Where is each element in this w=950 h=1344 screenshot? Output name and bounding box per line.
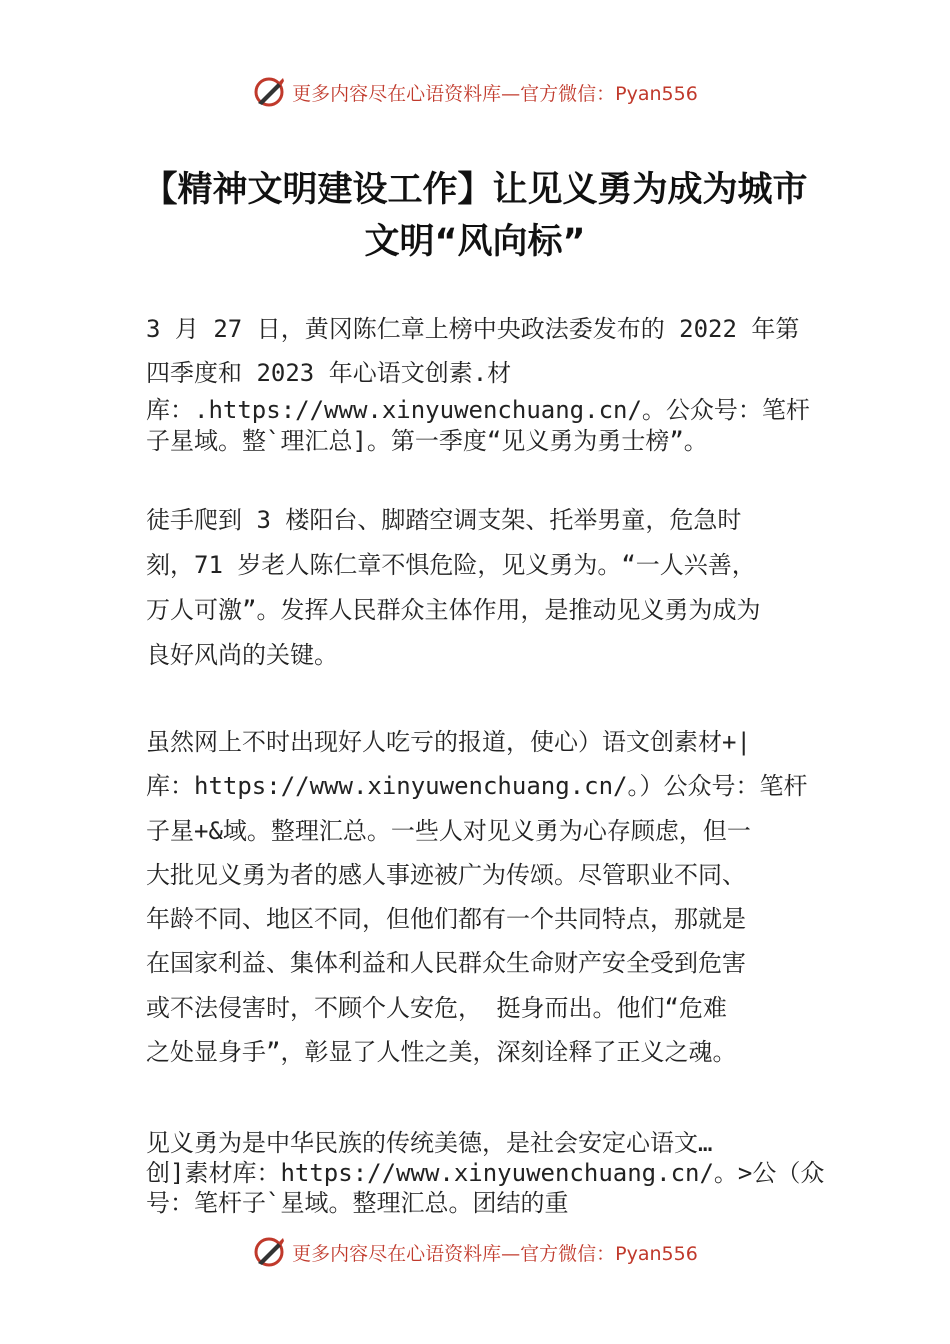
footer-banner [0, 1232, 950, 1272]
paragraph-line: 创]素材库：https://www.xinyuwenchuang.cn/。>公（众 [146, 1159, 825, 1187]
paragraph-3 [146, 720, 826, 1074]
paragraph-line: 3 月 27 日，黄冈陈仁章上榜中央政法委发布的 2022 年第 [146, 315, 800, 343]
paragraph-line: 年龄不同、地区不同，但他们都有一个共同特点，那就是 [146, 905, 746, 934]
header-banner [0, 72, 950, 112]
banner-slogan: 更多内容尽在心语资料库—官方微信： [292, 1242, 616, 1265]
title-line-2: 文明“风向标” [364, 222, 586, 262]
paragraph-4 [146, 1128, 826, 1218]
document-title [60, 164, 890, 268]
paragraph-line: 之处显身手”，彰显了人性之美，深刻诠释了正义之魂。 [146, 1038, 737, 1067]
paragraph-line: 子星+&域。整理汇总。一些人对见义勇为心存顾虑，但一 [146, 816, 751, 845]
paragraph-1 [146, 307, 826, 457]
banner-wechat-id: Pyan556 [615, 1242, 698, 1265]
paragraph-line: 良好风尚的关键。 [146, 641, 338, 669]
quill-pen-logo-icon [252, 1235, 286, 1269]
paragraph-line: 库：https://www.xinyuwenchuang.cn/。）公众号：笔杆 [146, 772, 808, 801]
paragraph-line: 见义勇为是中华民族的传统美德，是社会安定心语文… [146, 1129, 713, 1157]
banner-text [292, 79, 698, 106]
paragraph-line: 大批见义勇为者的感人事迹被广为传颂。尽管职业不同、 [146, 860, 746, 889]
title-line-1: 【精神文明建设工作】让见义勇为成为城市 [142, 170, 808, 210]
paragraph-line: 在国家利益、集体利益和人民群众生命财产安全受到危害 [146, 949, 746, 978]
banner-text [292, 1239, 698, 1266]
banner-wechat-id: Pyan556 [615, 82, 698, 105]
paragraph-line: 四季度和 2023 年心语文创素.材 [146, 359, 512, 387]
paragraph-line: 徒手爬到 3 楼阳台、脚踏空调支架、托举男童，危急时 [146, 506, 742, 534]
paragraph-line: 虽然网上不时出现好人吃亏的报道，使心）语文创素材+| [146, 728, 751, 756]
paragraph-line: 或不法侵害时，不顾个人安危， 挺身而出。他们“危难 [146, 993, 727, 1022]
banner-slogan: 更多内容尽在心语资料库—官方微信： [292, 82, 616, 105]
paragraph-2 [146, 498, 826, 678]
paragraph-line: 子星域。整`理汇总]。第一季度“见义勇为勇士榜”。 [146, 427, 708, 455]
paragraph-line: 刻，71 岁老人陈仁章不惧危险，见义勇为。“一人兴善， [146, 551, 756, 579]
paragraph-line: 库：.https://www.xinyuwenchuang.cn/。公众号：笔杆 [146, 396, 810, 424]
paragraph-line: 万人可激”。发挥人民群众主体作用，是推动见义勇为成为 [146, 596, 761, 624]
paragraph-line: 号：笔杆子`星域。整理汇总。团结的重 [146, 1189, 569, 1217]
quill-pen-logo-icon [252, 75, 286, 109]
